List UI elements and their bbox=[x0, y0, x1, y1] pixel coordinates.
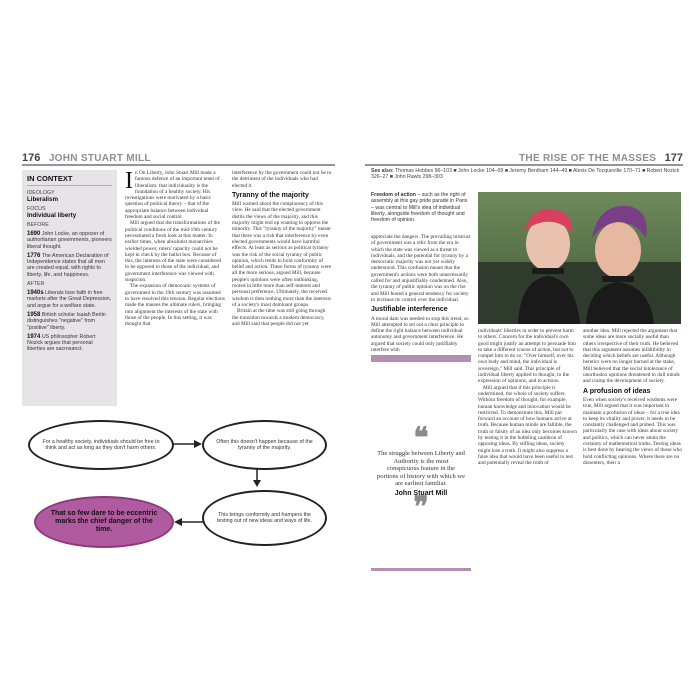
see-also-label: See also: bbox=[371, 168, 394, 174]
context-entry: 1776 The American Declaration of Independence states that all men are created equal, with rights to liberty, life, and happiness. bbox=[27, 252, 109, 278]
right-page bbox=[365, 148, 683, 558]
photo-caption bbox=[371, 192, 471, 223]
section-heading: A profusion of ideas bbox=[583, 387, 651, 395]
caption-bold: Freedom of action bbox=[371, 192, 416, 198]
body-paragraph: The expansion of democratic systems of government in the 19th century was assumed to have resolved this tension. Regular elections made the masses the ultimate rulers, bringing into alignment the interests of the state with those of the people. In this setting, it was thought that bbox=[125, 283, 225, 328]
quote-text: The struggle between Liberty and Authority is the most conspicuous feature in the portions of history with which we are earliest familiar. bbox=[377, 450, 465, 488]
section-heading: Tyranny of the majority bbox=[232, 191, 309, 199]
body-paragraph: appreciate the dangers. The prevailing mistrust of government was a relic from the era in which the state was viewed as a threat to individuals, and the potential for tyranny by a democratic majority was not yet widely understood. This confusion meant that the government's actions were both unnecessarily called for and unjustifiably condemned. Also, the tyranny of public opinion was on the rise and Mill feared a general tendency for society to increase its control over the individual. bbox=[371, 234, 471, 303]
body-paragraph: Mill argued that the transformations of the political conditions of the mid-19th century necessitated a fresh look at this matter. In earlier times, when absolutist monarchies wielded power, rulers' rapacity could not be kept in check by the ballot box. Because of this, the interests of the state were considered to be opposed to those of the individual, and government interference was viewed with suspicion. bbox=[125, 220, 222, 284]
body-paragraph: Britain at the time was still going through the transition towards a modern democracy, and Mill said that people did not yet bbox=[232, 308, 326, 327]
in-context-box bbox=[22, 170, 117, 406]
after-label: AFTER bbox=[27, 281, 45, 288]
close-quote-mark: ❞ bbox=[413, 491, 429, 523]
right-column-2 bbox=[478, 328, 578, 467]
quote-top-bar bbox=[371, 355, 471, 362]
right-header bbox=[365, 148, 683, 166]
focus-value: Individual liberty bbox=[27, 212, 77, 219]
left-column-1 bbox=[125, 170, 225, 327]
left-header bbox=[22, 148, 335, 166]
right-running-head: THE RISE OF THE MASSES bbox=[519, 153, 657, 164]
flow-oval-tyranny: Often this doesn't happen because of the tyranny of the majority. bbox=[202, 420, 327, 470]
body-paragraph: Even when society's received wisdoms were true, Mill argued that it was important to maintain a profusion of ideas – for a true idea to keep its vitality and power, it needs to be constantly challenged and probed. This was particularly the case with ideas about society and politics, which can never attain the certainty of mathematical truths. Testing ideas is best done by hearing the views of those who hold conflicting opinions. Where there are no dissenters, their a bbox=[583, 396, 683, 466]
context-entry: 1974 US philosopher Robert Nozick argues that personal liberties are sacrosanct. bbox=[27, 333, 96, 353]
open-quote-mark: ❝ bbox=[413, 423, 429, 454]
body-paragraph: Mill warned about the complacency of this view. He said that the elected government distils the views of the majority, and this majority might end up wanting to oppress the minority. This "tyranny of the majority" meant that there was a risk that interference by even elected governments would have harmful effects. At least as serious as political tyranny was the risk of the social tyranny of public opinion, which tends to hold conformity of belief and action. These forms of tyranny were all the more serious, argued Mill, because people's opinions were often unthinking, rooted in little more than self-interest and personal preference. Ultimately, the received wisdom is then nothing more than the interests of a society's most dominant groups. bbox=[232, 201, 332, 308]
right-column-1 bbox=[371, 234, 471, 362]
left-running-head: JOHN STUART MILL bbox=[48, 153, 151, 164]
pride-parade-photo bbox=[478, 192, 681, 324]
left-column-2 bbox=[232, 170, 332, 327]
context-entry: 1690 John Locke, an opposer of authoritarian governments, pioneers liberal thought. bbox=[27, 231, 112, 250]
ideology-label: IDEOLOGY bbox=[27, 190, 55, 196]
section-heading: Justifiable interference bbox=[371, 306, 448, 314]
flow-oval-eccentric: That so few dare to be eccentric marks the chief danger of the time. bbox=[34, 496, 174, 548]
right-page-number: 177 bbox=[664, 152, 683, 164]
context-entry: 1940s Liberals lose faith in free markets after the Great Depression, and argue for a welfare state. bbox=[27, 290, 112, 309]
see-also bbox=[371, 168, 681, 181]
pull-quote bbox=[371, 423, 471, 571]
flow-oval-healthy-society: For a healthy society, individuals should be free to think and act as long as they don't harm others. bbox=[28, 420, 174, 470]
context-entry: 1958 British scholar Isaiah Berlin distinguishes "negative" from "positive" liberty. bbox=[27, 311, 106, 331]
right-column-3 bbox=[583, 328, 683, 466]
caption-text: – such as the right of assembly at this gay pride parade in Paris – was central to Mill's idea of individual liberty, alongside freedom of thought and freedom of opinion. bbox=[371, 192, 468, 224]
before-label: BEFORE bbox=[27, 222, 49, 228]
flow-diagram bbox=[22, 414, 335, 554]
body-paragraph: interference by the government could not be to the detriment of the individuals who had elected it. bbox=[232, 170, 332, 189]
ideology-value: Liberalism bbox=[27, 196, 58, 203]
body-paragraph: another idea. Mill rejected the argument that some ideas are more socially useful than others irrespective of their truth. He believed that this argument assumes infallibility in deciding which beliefs are useful. Although heretics were no longer burned at the stake, Mill believed that the social intolerance of unorthodox opinions threatened to dull minds and cramp the development of society. bbox=[583, 328, 680, 385]
body-paragraph: individuals' liberties in order to prevent harm to others. Concern for the individual's own good might justify an attempt to persuade him to take a different course of action, but not to compel him to do so: "Over himself, over his own body and mind, the individual is sovereign," Mill said. This principle of individual liberty applied to thought, to the expression of opinions, and to actions. bbox=[478, 328, 576, 385]
intro-paragraph: In On Liberty, John Stuart Mill made a famous defence of an important tenet of liberalism: that individuality is the foundation of a healthy society. His investigations were motivated by a basic question of political theory – that of the appropriate balance between individual freedom and social control. bbox=[125, 168, 220, 221]
body-paragraph: A moral dam was needed to stop this trend, so Mill attempted to set out a clear principle to define the right balance between individual autonomy and government interference. He argued that society could only justifiably interfere with bbox=[371, 315, 469, 354]
body-paragraph: Mill argued that if this principle is undermined, the whole of society suffers. Without freedom of thought, for example, human knowledge and innovation would be restricted. To demonstrate this, Mill put forward an account of how humans arrive at truth. Because human minds are fallible, the truth or falsity of an idea only becomes known by testing it in the bubbling cauldron of opposing ideas. By stifling ideas, society might lose a truth. It might also suppress a false idea that would have been useful to test and potentially reveal the truth of bbox=[478, 384, 577, 467]
left-page bbox=[22, 148, 335, 558]
left-page-number: 176 bbox=[22, 152, 41, 164]
focus-label: FOCUS bbox=[27, 206, 46, 212]
in-context-title: IN CONTEXT bbox=[27, 174, 112, 186]
quote-author: John Stuart Mill bbox=[394, 489, 448, 497]
drop-cap: I bbox=[125, 168, 133, 194]
see-also-list: Thomas Hobbes 96–103 ■ John Locke 104–09 ■ Jeremy Bentham 144–49 ■ Alexis De Tocqueville 170–71 ■ Robert Nozick 326–27 ■ John Rawls 298–303 bbox=[371, 168, 680, 181]
flow-oval-conformity: This brings conformity and hampers the testing out of new ideas and ways of life. bbox=[202, 490, 327, 546]
